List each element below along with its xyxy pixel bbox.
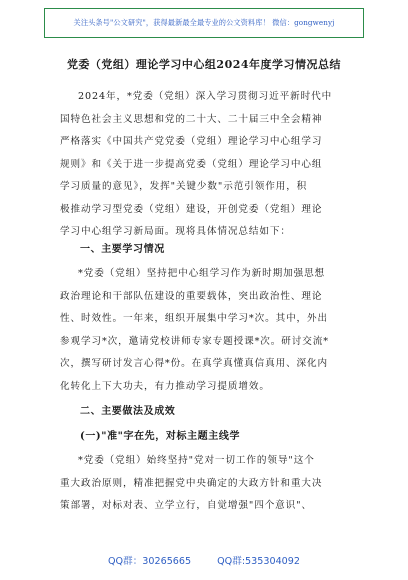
text-line: *党委（党组）始终坚持"党对一切工作的领导"这个 — [78, 455, 315, 466]
text-line: 学习中心组学习新局面。现将具体情况总结如下： — [60, 226, 291, 237]
text-line: 政治理论和干部队伍建设的重要载体，突出政治性、理论 — [60, 290, 323, 302]
text-line: 策部署，对标对表、立学立行，自觉增强"四个意识"、 — [60, 500, 312, 511]
intro-paragraph — [60, 86, 350, 244]
text-line: 重大政治原则，精准把握党中央确定的大政方针和重大决 — [60, 477, 323, 489]
text-line: 严格落实《中国共产党党委（党组）理论学习中心组学习 — [60, 136, 323, 147]
promo-banner — [44, 8, 364, 38]
qq-group-1: QQ群：30265665 — [108, 556, 192, 567]
text-line: *党委（党组）坚持把中心组学习作为新时期加强思想 — [78, 268, 326, 279]
text-line: 次，撰写研讨发言心得*份。在真学真懂真信真用、深化内 — [60, 358, 329, 369]
text-line: 国特色社会主义思想和党的二十大、二十届三中全会精神 — [60, 113, 323, 125]
subsection-heading-1: (一)"准"字在先，对标主题主线学 — [80, 431, 241, 442]
document-title: 党委（党组）理论学习中心组2024年度学习情况总结 — [66, 58, 342, 71]
text-line: 2024年，*党委（党组）深入学习贯彻习近平新时代中 — [78, 91, 333, 102]
subsection1-paragraph — [60, 450, 350, 518]
text-line: 化转化上下大功夫，有力推动学习提质增效。 — [60, 380, 270, 392]
page-footer — [0, 553, 408, 567]
promo-banner-text: 关注头条号"公文研究"，获得最新最全最专业的公文资料库！ 微信：gongwenyj — [73, 18, 335, 27]
section-heading-2: 二、主要做法及成效 — [80, 406, 176, 417]
text-line: 极推动学习型党委（党组）建设，开创党委（党组）理论 — [60, 203, 323, 215]
text-line: 性、时效性。一年来，组织开展集中学习*次。其中，外出 — [60, 313, 329, 324]
text-line: 规则》和《关于进一步提高党委（党组）理论学习中心组 — [60, 158, 323, 170]
qq-group-2: QQ群:535304092 — [217, 556, 300, 567]
section-heading-1: 一、主要学习情况 — [80, 244, 165, 255]
text-line: 学习质量的意见》，发挥"关键少数"示范引领作用，积 — [60, 181, 308, 192]
section1-paragraph — [60, 263, 350, 398]
text-line: 参观学习*次，邀请党校讲师专家专题授课*次。研讨交流* — [60, 335, 329, 347]
